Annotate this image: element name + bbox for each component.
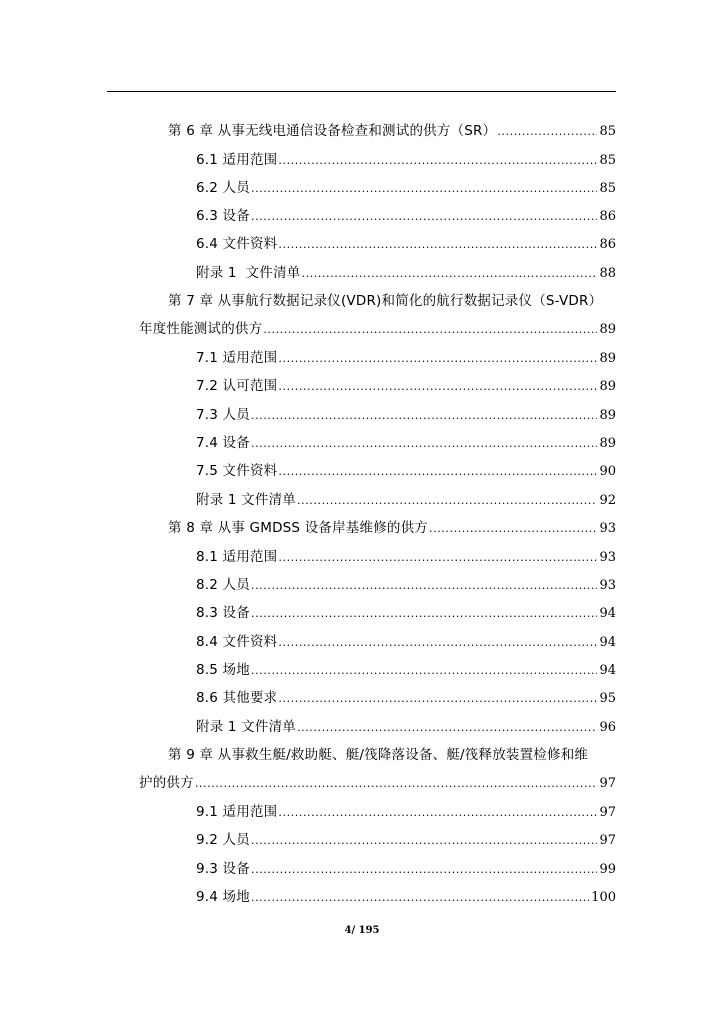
leader-dots: [251, 208, 597, 226]
toc-entry-6-4[interactable]: [196, 235, 616, 254]
toc-entry-8-6[interactable]: [196, 689, 616, 708]
toc-entry-title: 7.1 适用范围: [196, 350, 278, 366]
toc-entry-7-1[interactable]: [196, 349, 616, 368]
toc-entry-page: 89: [599, 408, 616, 423]
toc-entry-title: 第 6 章 从事无线电通信设备检查和测试的供方（SR）: [168, 123, 497, 139]
toc-entry-chapter-6[interactable]: [168, 122, 616, 141]
toc-entry-6-3[interactable]: [196, 207, 616, 226]
leader-dots: [497, 123, 597, 141]
toc-entry-title: 9.4 场地: [196, 889, 250, 905]
leader-dots: [251, 889, 589, 907]
leader-dots: [297, 492, 597, 510]
toc-entry-title: 附录 1 文件清单: [196, 719, 296, 735]
toc-entry-title: 7.5 文件资料: [196, 463, 278, 479]
leader-dots: [301, 265, 597, 283]
toc-entry-7-2[interactable]: [196, 377, 616, 396]
toc-entry-8-5[interactable]: [196, 661, 616, 680]
leader-dots: [263, 321, 597, 339]
toc-entry-7-appendix-1[interactable]: [196, 491, 616, 510]
toc-entry-9-4[interactable]: [196, 888, 616, 907]
toc-entry-title: 8.5 场地: [196, 662, 250, 678]
toc-entry-title: 9.1 适用范围: [196, 804, 278, 820]
toc-entry-page: 90: [599, 464, 616, 479]
leader-dots: [251, 180, 597, 198]
toc-entry-page: 85: [599, 181, 616, 196]
toc-entry-page: 86: [599, 237, 616, 252]
toc-entry-title: 7.2 认可范围: [196, 378, 278, 394]
toc-entry-9-1[interactable]: [196, 803, 616, 822]
leader-dots: [278, 804, 597, 822]
leader-dots: [251, 605, 597, 623]
page-number-footer: 4/ 195: [344, 925, 380, 936]
toc-entry-8-appendix-1[interactable]: [196, 718, 616, 737]
toc-entry-chapter-7-line-2[interactable]: [139, 320, 616, 339]
toc-entry-title: 附录 1 文件清单: [196, 265, 301, 281]
toc-entry-title: 7.4 设备: [196, 435, 250, 451]
toc-entry-title: 8.3 设备: [196, 605, 250, 621]
toc-entry-6-2[interactable]: [196, 179, 616, 198]
leader-dots: [251, 832, 597, 850]
toc-entry-title: 附录 1 文件清单: [196, 492, 296, 508]
toc-entry-page: 93: [599, 550, 616, 565]
toc-entry-title: 8.2 人员: [196, 577, 250, 593]
leader-dots: [278, 350, 597, 368]
toc-entry-7-4[interactable]: [196, 434, 616, 453]
toc-entry-page: 89: [599, 322, 616, 337]
leader-dots: [278, 463, 597, 481]
leader-dots: [278, 549, 597, 567]
toc-entry-7-5[interactable]: [196, 462, 616, 481]
leader-dots: [278, 634, 597, 652]
leader-dots: [278, 378, 597, 396]
toc-entry-8-2[interactable]: [196, 576, 616, 595]
leader-dots: [251, 662, 597, 680]
toc-entry-page: 94: [599, 635, 616, 650]
toc-entry-page: 97: [599, 776, 616, 791]
toc-entry-chapter-9-line-2[interactable]: [139, 774, 616, 793]
toc-entry-6-appendix-1[interactable]: [196, 264, 616, 283]
toc-entry-chapter-7-line-1[interactable]: 第 7 章 从事航行数据记录仪(VDR)和简化的航行数据记录仪（S-VDR）: [168, 293, 603, 309]
toc-entry-page: 96: [599, 720, 616, 735]
toc-entry-page: 94: [599, 606, 616, 621]
toc-entry-title: 第 8 章 从事 GMDSS 设备岸基维修的供方: [168, 520, 428, 536]
toc-entry-title: 8.6 其他要求: [196, 690, 278, 706]
toc-entry-page: 88: [599, 266, 616, 281]
toc-entry-page: 97: [599, 805, 616, 820]
toc-entry-title: 年度性能测试的供方: [139, 321, 263, 337]
header-rule: [107, 91, 616, 92]
toc-entry-8-3[interactable]: [196, 604, 616, 623]
toc-entry-page: 100: [591, 890, 616, 905]
toc-entry-page: 95: [599, 691, 616, 706]
toc-entry-page: 97: [599, 833, 616, 848]
toc-entry-title: 6.2 人员: [196, 180, 250, 196]
toc-entry-page: 86: [599, 209, 616, 224]
leader-dots: [429, 520, 597, 538]
toc-entry-page: 85: [599, 153, 616, 168]
toc-entry-title: 9.2 人员: [196, 832, 250, 848]
toc-entry-page: 89: [599, 379, 616, 394]
toc-entry-chapter-9-line-1[interactable]: 第 9 章 从事救生艇/救助艇、艇/筏降落设备、艇/筏释放装置检修和维: [168, 747, 589, 763]
toc-entry-9-3[interactable]: [196, 860, 616, 879]
leader-dots: [278, 152, 597, 170]
toc-entry-page: 93: [599, 578, 616, 593]
toc-entry-8-1[interactable]: [196, 548, 616, 567]
leader-dots: [251, 577, 597, 595]
toc-entry-6-1[interactable]: [196, 151, 616, 170]
toc-entry-page: 93: [599, 521, 616, 536]
toc-entry-title: 护的供方: [139, 775, 194, 791]
toc-entry-chapter-8[interactable]: [168, 519, 616, 538]
leader-dots: [278, 690, 597, 708]
leader-dots: [278, 236, 597, 254]
toc-entry-title: 6.3 设备: [196, 208, 250, 224]
toc-entry-title: 7.3 人员: [196, 407, 250, 423]
leader-dots: [251, 435, 597, 453]
leader-dots: [195, 775, 598, 793]
toc-entry-title: 8.4 文件资料: [196, 634, 278, 650]
toc-entry-page: 89: [599, 351, 616, 366]
toc-entry-8-4[interactable]: [196, 633, 616, 652]
leader-dots: [297, 719, 597, 737]
toc-entry-page: 92: [599, 493, 616, 508]
leader-dots: [251, 407, 597, 425]
toc-entry-title: 6.4 文件资料: [196, 236, 278, 252]
toc-entry-page: 94: [599, 663, 616, 678]
toc-entry-page: 99: [599, 862, 616, 877]
toc-entry-page: 89: [599, 436, 616, 451]
leader-dots: [251, 861, 597, 879]
toc-entry-9-2[interactable]: [196, 831, 616, 850]
toc-entry-title: 8.1 适用范围: [196, 549, 278, 565]
toc-entry-title: 9.3 设备: [196, 861, 250, 877]
toc-entry-title: 6.1 适用范围: [196, 152, 278, 168]
toc-entry-page: 85: [599, 124, 616, 139]
toc-entry-7-3[interactable]: [196, 406, 616, 425]
